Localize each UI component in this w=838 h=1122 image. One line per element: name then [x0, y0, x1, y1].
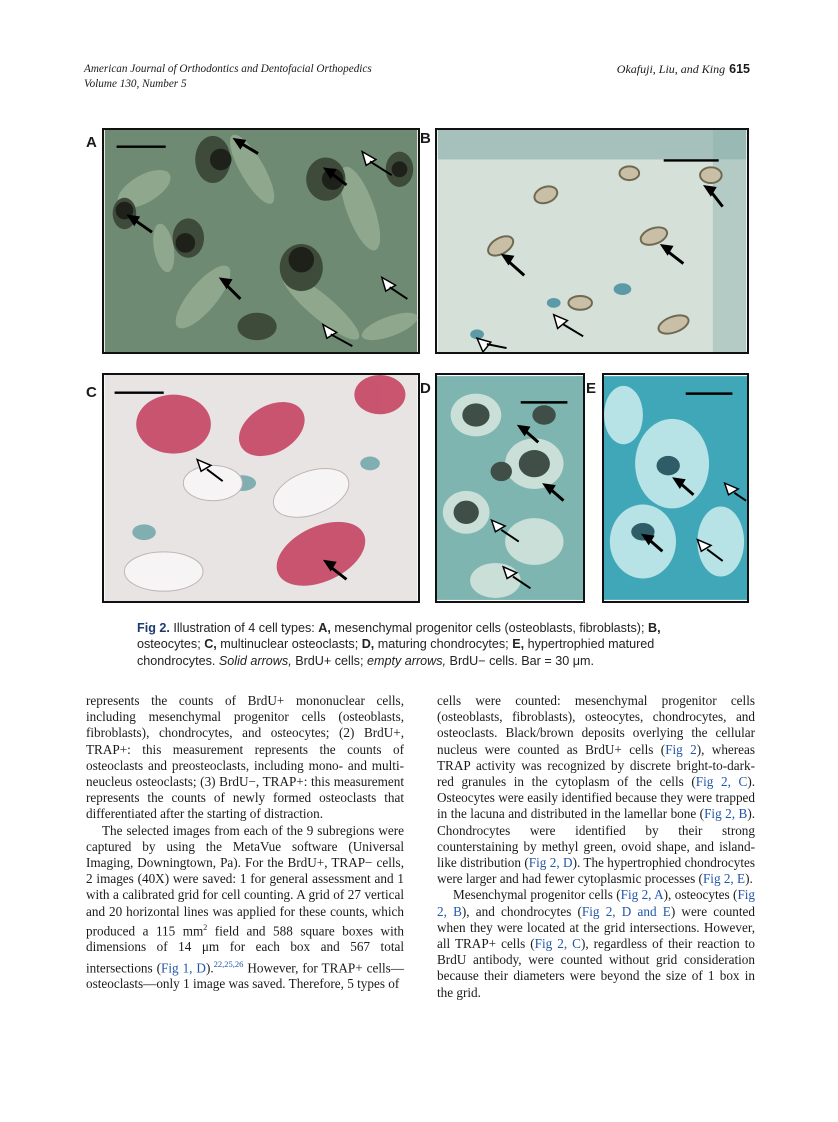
figure-reference-link[interactable]: Fig 2, A	[620, 887, 664, 903]
text-run: ). The hypertrophied chondrocytes were larger and had fewer cytoplasmic processes (	[437, 855, 755, 887]
text-run: ).	[745, 871, 753, 887]
body-column-right	[437, 693, 755, 1001]
panel-label-d: D	[420, 380, 431, 397]
caption-fig-label: Fig 2.	[137, 621, 170, 635]
micrograph-a	[104, 130, 418, 352]
caption-panel-c: C,	[204, 637, 217, 652]
figure-reference-link[interactable]: Fig 2, E	[702, 871, 746, 887]
superscript: 2	[203, 922, 208, 932]
figure-reference-link[interactable]: Fig 2, B	[704, 806, 748, 822]
text-run: The selected images from each of the 9 subregions were captured by using the MetaVue software (Universal Imaging, Downingtown, Pa). For the BrdU+, TRAP− cells, 2 images (40X) were saved: 1 for general assessment and 1 with a calibrated grid for cell counting. A grid of 27 vertical and 20 horizontal lines was applied for these counts, which produced a 115 mm	[86, 822, 404, 939]
figure-reference-link[interactable]: Fig 2, B	[437, 887, 756, 919]
caption-text: BrdU− cells. Bar = 30 μm.	[446, 653, 594, 668]
caption-text: osteocytes;	[137, 637, 205, 652]
caption-panel-b: B,	[647, 621, 661, 635]
paragraph: represents the counts of BrdU+ mononuclear cells, including mesenchymal progenitor cells (osteoblasts, fibroblasts), chondrocytes, and osteocytes; (2) BrdU+, TRAP+: this measurement represents the counts of osteoclasts and preosteoclasts, including mono- and multi-neucleus osteoclasts; (3) BrdU−, TRAP+: this measurement represents the counts of newly formed osteoclasts that differentiated after the starting of distraction.	[86, 693, 404, 822]
panel-a-micrograph	[102, 128, 420, 354]
text-run: ).	[205, 960, 214, 976]
page-header-right	[617, 62, 750, 77]
caption-solid-arrows: Solid arrows,	[218, 653, 292, 668]
figure-reference-link[interactable]: Fig 2, C	[534, 936, 581, 952]
citation-link[interactable]: 22,25,26	[213, 958, 244, 969]
caption-panel-e: E,	[512, 637, 525, 652]
figure-caption	[137, 620, 727, 669]
text-run: ). Osteocytes were easily identified because they were trapped in the lacuna and distributed in the lamellar bone (	[437, 774, 756, 822]
figure-reference-link[interactable]: Fig 1, D	[161, 960, 206, 976]
caption-text: BrdU+ cells;	[291, 653, 367, 668]
panel-label-a: A	[86, 134, 97, 151]
authors: Okafuji, Liu, and King	[616, 62, 726, 76]
caption-empty-arrows: empty arrows,	[366, 653, 447, 668]
paragraph	[86, 823, 404, 993]
micrograph-e	[604, 375, 747, 601]
panel-b-micrograph	[435, 128, 749, 354]
journal-title: American Journal of Orthodontics and Dentofacial Orthopedics	[84, 63, 372, 75]
panel-label-b: B	[420, 130, 431, 147]
text-run: Mesenchymal progenitor cells (	[453, 887, 621, 903]
caption-text: multinuclear osteoclasts;	[216, 637, 362, 652]
text-run: However, for TRAP+ cells—osteoclasts—only 1 image was saved. Therefore, 5 types of	[86, 960, 404, 992]
page-number: 615	[729, 62, 750, 76]
text-run: ), regardless of their reaction to BrdU antibody, were counted without grid consideration because their diameters were beyond the size of 1 box in the grid.	[437, 936, 756, 1000]
journal-volume: Volume 130, Number 5	[84, 78, 187, 90]
panel-e-micrograph	[602, 373, 749, 603]
panel-c-micrograph	[102, 373, 420, 603]
panel-label-e: E	[586, 380, 597, 397]
text-run: ), and chondrocytes (	[461, 903, 582, 919]
figure-reference-link[interactable]: Fig 2, D	[528, 855, 573, 871]
caption-panel-a: A,	[318, 621, 331, 635]
caption-text: hypertrophied matured chondrocytes.	[137, 637, 655, 668]
micrograph-b	[437, 130, 747, 352]
text-run: cells were counted: mesenchymal progenitor cells (osteoblasts, fibroblasts), osteocytes, chondrocytes, and osteoclasts. Black/brown deposits overlying the cellular nucleus were counted as BrdU+ cells (	[437, 693, 755, 757]
micrograph-d	[437, 375, 583, 601]
figure-reference-link[interactable]: Fig 2, D and E	[581, 903, 671, 919]
figure-reference-link[interactable]: Fig 2	[665, 741, 697, 757]
figure-reference-link[interactable]: Fig 2, C	[695, 774, 748, 790]
micrograph-c	[104, 375, 418, 601]
caption-text: maturing chondrocytes;	[374, 637, 513, 652]
text-run: ), osteocytes (	[663, 887, 738, 903]
journal-header	[84, 62, 372, 92]
text-run: ). Chondrocytes were identified by their strong counterstaining by methyl green, ovoid shape, and island-like distribution (	[437, 806, 756, 871]
caption-panel-d: D,	[361, 637, 375, 652]
panel-label-c: C	[86, 384, 97, 401]
text-run: field and 588 square boxes with dimensions of 14 μm for each box and 567 total intersections (	[86, 923, 404, 976]
paragraph	[437, 887, 755, 1000]
text-run: ), whereas TRAP activity was recognized by discrete bright-to-dark-red granules in the cytoplasm of the cells (	[437, 741, 756, 790]
caption-text: mesenchymal progenitor cells (osteoblasts, fibroblasts);	[330, 621, 648, 635]
panel-d-micrograph	[435, 373, 585, 603]
caption-text: Illustration of 4 cell types:	[169, 621, 319, 635]
paragraph	[437, 693, 755, 887]
text-run: ) were counted when they were located at the grid intersections. However, all TRAP+ cells (	[437, 903, 755, 952]
body-column-left	[86, 693, 404, 992]
